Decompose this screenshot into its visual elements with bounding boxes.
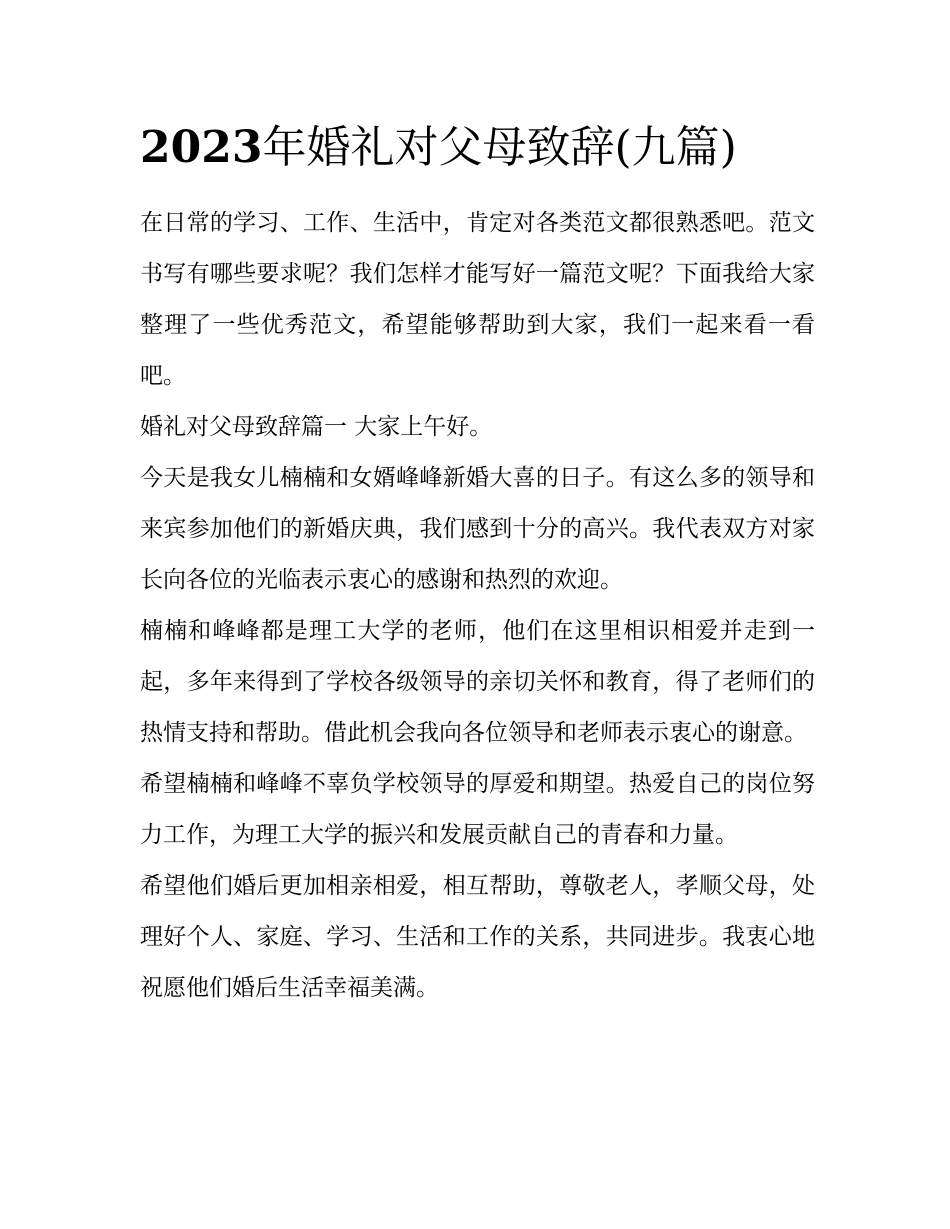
paragraph-section-heading: 婚礼对父母致辞篇一 大家上午好。 [140, 414, 493, 440]
document-body [140, 198, 815, 1014]
paragraph-intro: 在日常的学习、工作、生活中，肯定对各类范文都很熟悉吧。范文书写有哪些要求呢？我们怎样才能写好一篇范文呢？下面我给大家整理了一些优秀范文，希望能够帮助到大家，我们一起来看一看吧。 [140, 210, 815, 389]
title-text: 年婚礼对父母致辞(九篇) [262, 122, 737, 173]
paragraph-marriage-wishes: 希望他们婚后更加相亲相爱，相互帮助，尊敬老人，孝顺父母，处理好个人、家庭、学习、生活和工作的关系，共同进步。我衷心地祝愿他们婚后生活幸福美满。 [140, 873, 815, 1001]
title-year: 2023 [140, 122, 263, 173]
paragraph-colleagues: 楠楠和峰峰都是理工大学的老师，他们在这里相识相爱并走到一起，多年来得到了学校各级领导的亲切关怀和教育，得了老师们的热情支持和帮助。借此机会我向各位领导和老师表示衷心的谢意。 [140, 618, 815, 746]
paragraph-work-hopes: 希望楠楠和峰峰不辜负学校领导的厚爱和期望。热爱自己的岗位努力工作，为理工大学的振兴和发展贡献自己的青春和力量。 [140, 771, 815, 848]
document-title [140, 118, 860, 178]
paragraph-wedding-day: 今天是我女儿楠楠和女婿峰峰新婚大喜的日子。有这么多的领导和来宾参加他们的新婚庆典，我们感到十分的高兴。我代表双方对家长向各位的光临表示衷心的感谢和热烈的欢迎。 [140, 465, 815, 593]
